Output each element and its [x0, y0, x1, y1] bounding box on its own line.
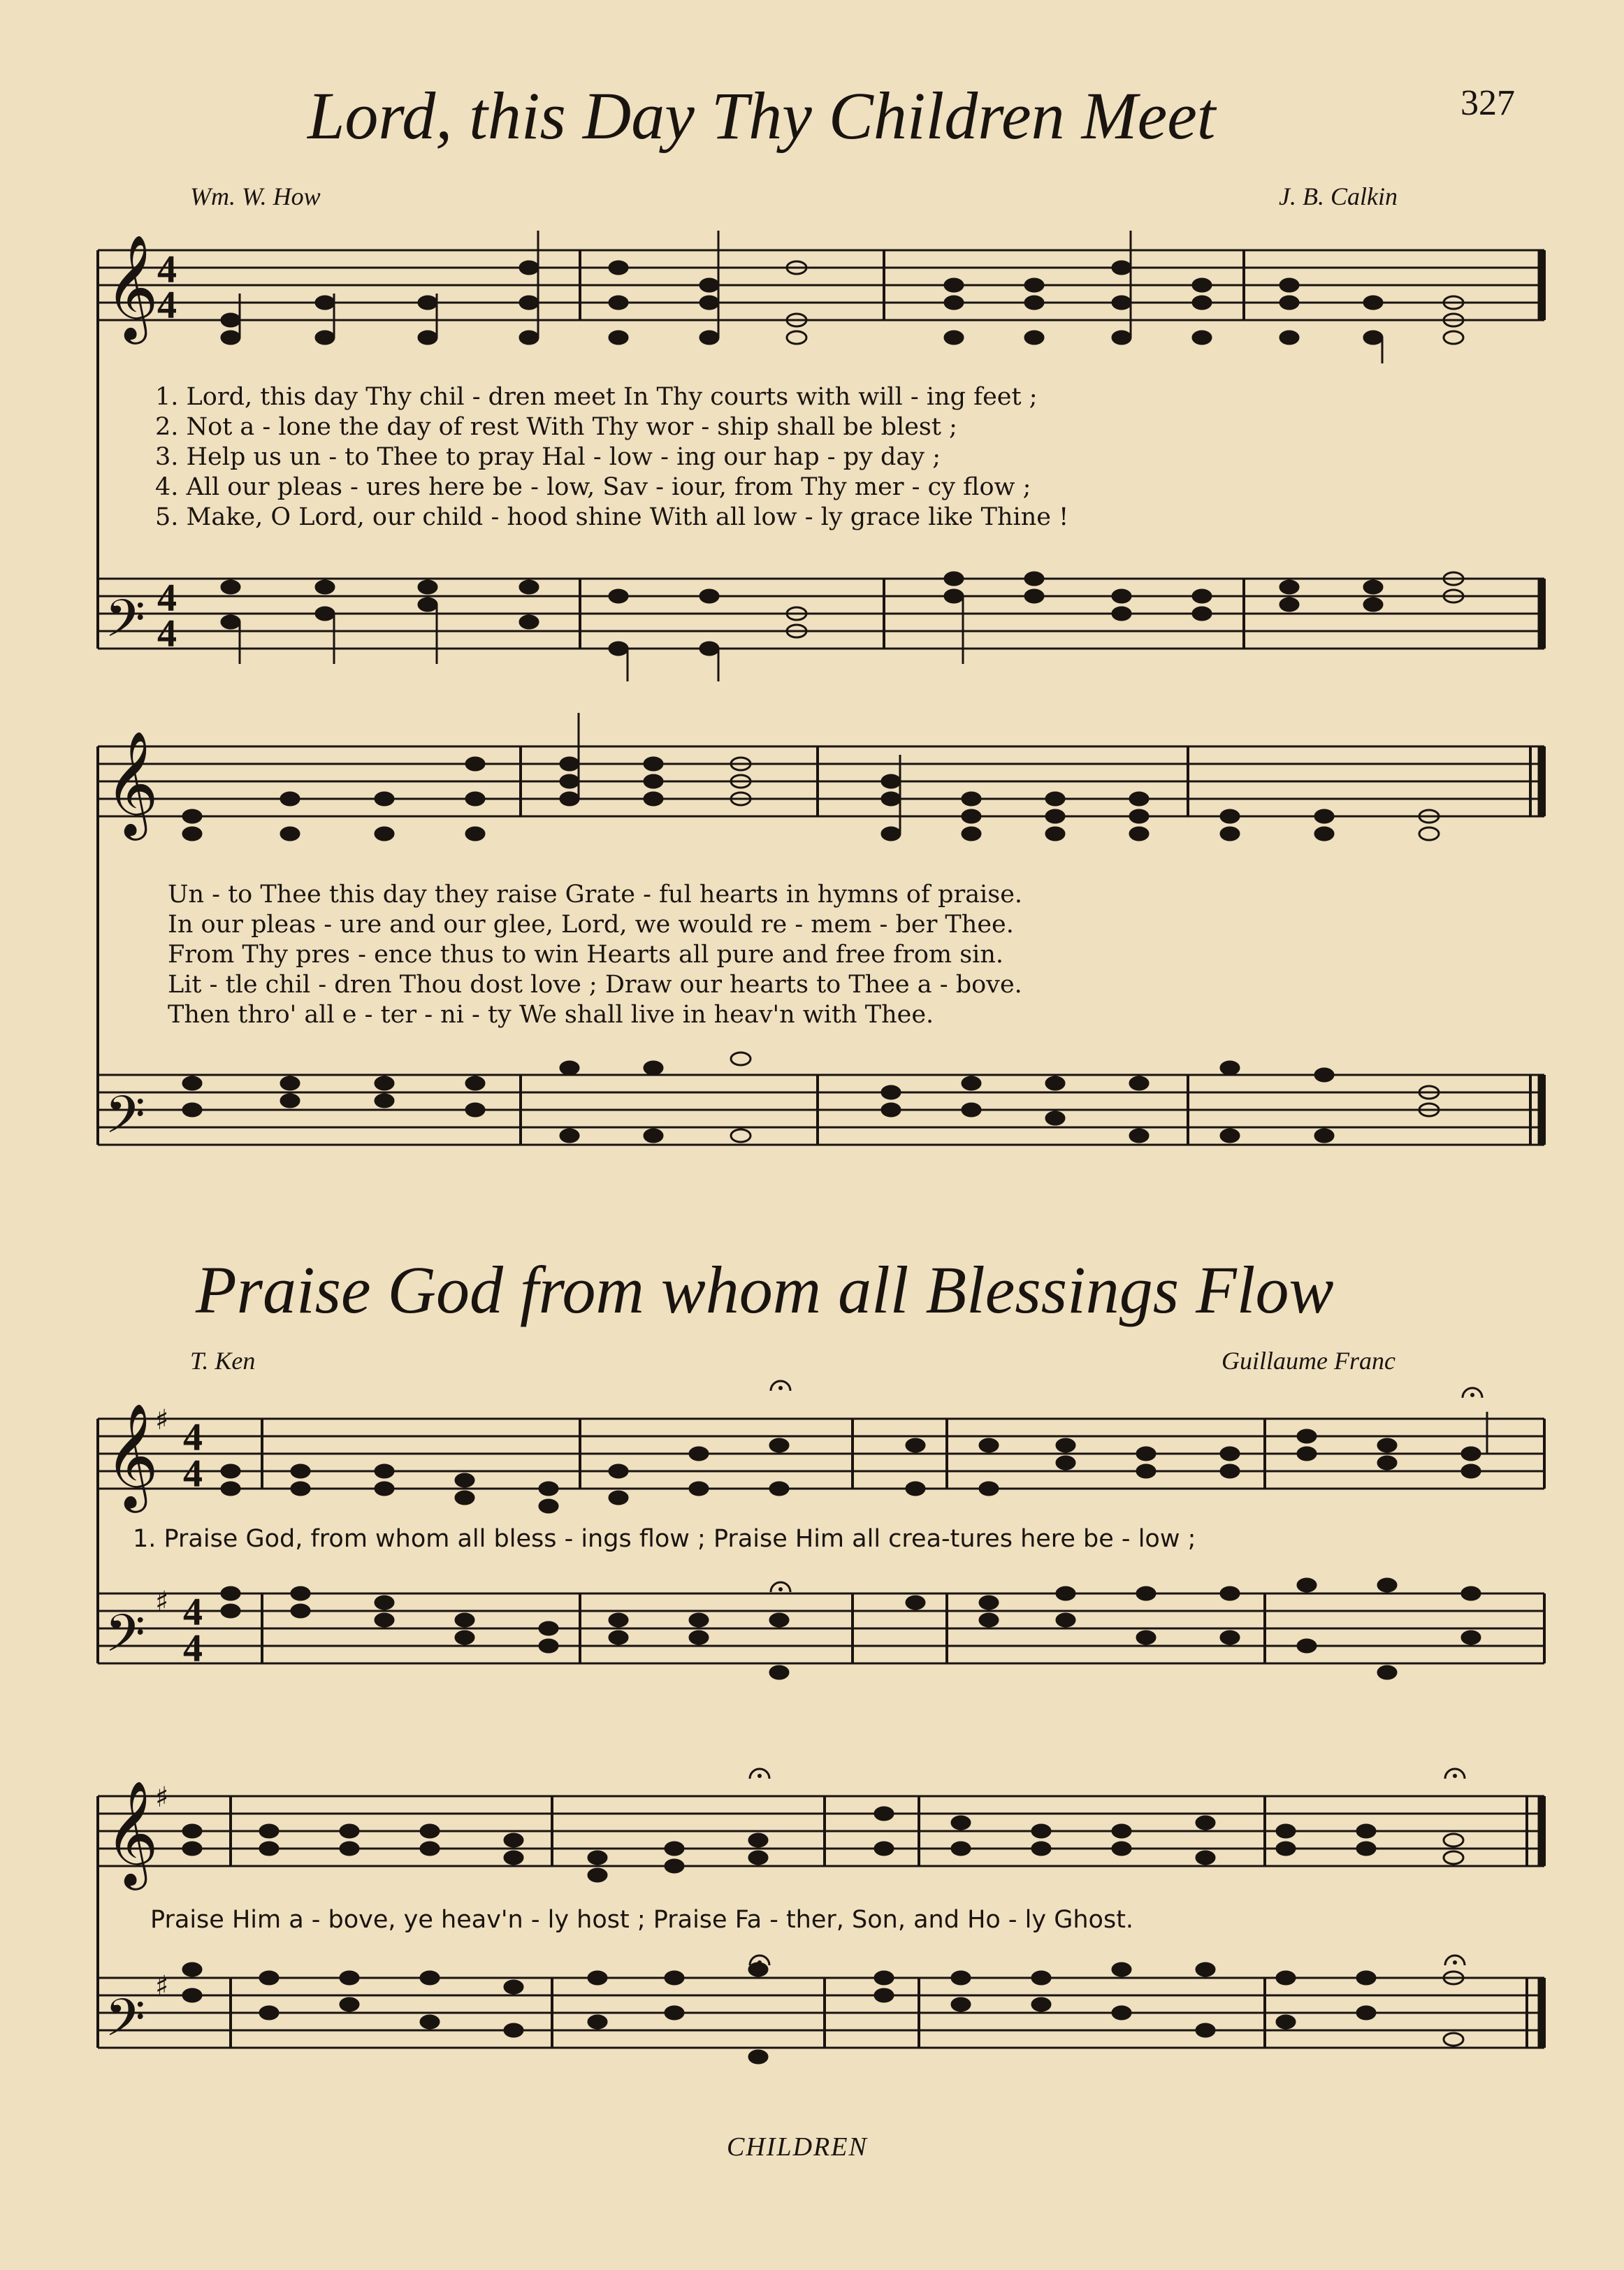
svg-text:4: 4: [157, 577, 177, 620]
bass-clef-icon: 𝄢: [105, 588, 145, 662]
staff-bass-4: [98, 1978, 1544, 2048]
hymn1-verse-4-line-1: 4. All our pleas - ures here be - low, Sav - iour, from Thy mer - cy flow ;: [155, 473, 1031, 501]
hymn1-verse-1-line-2: Un - to Thee this day they raise Grate - ful hearts in hymns of praise.: [168, 881, 1023, 909]
bass-clef-icon: 𝄢: [105, 1085, 145, 1158]
treble-clef-icon: 𝄞: [105, 1402, 159, 1508]
staff-treble-2: [98, 746, 1544, 816]
svg-text:4: 4: [157, 612, 177, 656]
svg-text:4: 4: [183, 1627, 203, 1670]
treble-clef-icon: 𝄞: [105, 730, 159, 836]
page-footer: CHILDREN: [727, 2132, 868, 2162]
bass-clef-icon: 𝄢: [105, 1988, 145, 2061]
hymn1-verse-3-line-2: From Thy pres - ence thus to win Hearts all pure and free from sin.: [168, 941, 1004, 969]
bass-clef-icon: 𝄢: [105, 1603, 145, 1677]
svg-text:♯: ♯: [155, 1970, 169, 2002]
hymn1-verse-2-line-2: In our pleas - ure and our glee, Lord, we would re - mem - ber Thee.: [168, 911, 1014, 939]
staff-treble-4: [98, 1796, 1544, 1866]
staff-treble-3: [98, 1419, 1544, 1489]
hymn1-verse-5-line-2: Then thro' all e - ter - ni - ty We shall live in heav'n with Thee.: [168, 1001, 934, 1029]
staff-treble-1: [98, 250, 1544, 320]
svg-text:4: 4: [183, 1416, 203, 1459]
hymn2-title: Praise God from whom all Blessings Flow: [196, 1252, 1334, 1327]
svg-text:4: 4: [183, 1452, 203, 1496]
svg-text:4: 4: [157, 284, 177, 327]
hymn1-author: Wm. W. How: [190, 182, 321, 210]
hymn2-lyric-line-1: 1. Praise God, from whom all bless - ings flow ; Praise Him all crea-tures here be - low ;: [133, 1525, 1196, 1553]
treble-clef-icon: 𝄞: [105, 233, 159, 340]
notes-bass-2: [183, 1053, 1439, 1142]
svg-text:4: 4: [157, 248, 177, 291]
hymn1-verse-2-line-1: 2. Not a - lone the day of rest With Thy wor - ship shall be blest ;: [155, 413, 957, 441]
svg-text:4: 4: [183, 1591, 203, 1634]
hymn1-verse-1-line-1: 1. Lord, this day Thy chil - dren meet In Thy courts with will - ing feet ;: [155, 383, 1038, 411]
hymn2-composer: Guillaume Franc: [1221, 1347, 1395, 1375]
page-number: 327: [1460, 83, 1515, 123]
staff-bass-3: [98, 1593, 1544, 1663]
hymn1-composer: J. B. Calkin: [1279, 182, 1398, 210]
hymn1-verse-3-line-1: 3. Help us un - to Thee to pray Hal - low - ing our hap - py day ;: [155, 443, 941, 471]
svg-text:♯: ♯: [155, 1586, 169, 1618]
treble-clef-icon: 𝄞: [105, 1779, 159, 1886]
hymn1-verse-5-line-1: 5. Make, O Lord, our child - hood shine With all low - ly grace like Thine !: [155, 503, 1069, 531]
svg-text:♯: ♯: [155, 1781, 169, 1814]
hymn1-title: Lord, this Day Thy Children Meet: [307, 78, 1216, 153]
hymn2-lyric-line-2: Praise Him a - bove, ye heav'n - ly host ; Praise Fa - ther, Son, and Ho - ly Ghost.: [150, 1906, 1134, 1934]
hymn2-author: T. Ken: [190, 1347, 256, 1375]
hymn1-verse-4-line-2: Lit - tle chil - dren Thou dost love ; Draw our hearts to Thee a - bove.: [168, 971, 1022, 999]
svg-text:♯: ♯: [155, 1404, 169, 1436]
